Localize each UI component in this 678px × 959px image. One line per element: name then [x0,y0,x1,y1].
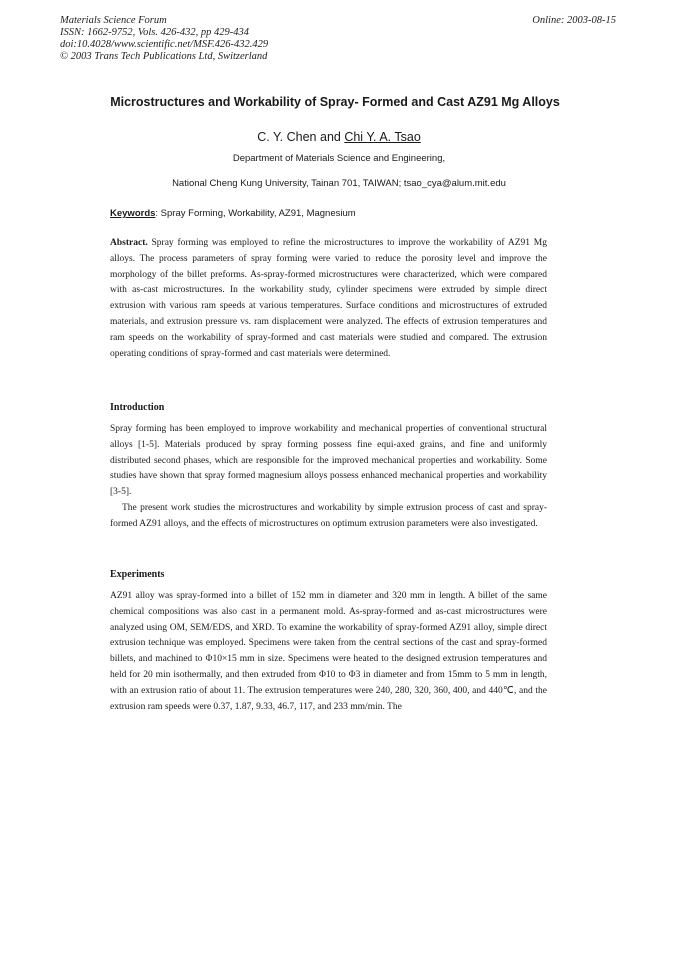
introduction-paragraph: Spray forming has been employed to improve workability and mechanical properties of conventional structural alloys [1-5]. Materials produced by spray forming possess fine equi-axed grains, and fine and uniformly distributed second phases, which are responsible for the improved mechanical properties and workability. Some studies have shown that spray formed magnesium alloys possess enhanced mechanical properties and workability [3-5]. [110,424,547,498]
abstract-label: Abstract. [110,238,148,248]
paper-title: Microstructures and Workability of Spray- Formed and Cast AZ91 Mg Alloys [110,95,560,109]
keywords-text: : Spray Forming, Workability, AZ91, Magnesium [155,208,356,219]
abstract-paragraph [110,236,547,362]
issn-line: ISSN: 1662-9752, Vols. 426-432, pp 429-434 [60,27,249,38]
keywords-line [110,208,356,219]
copyright-line: © 2003 Trans Tech Publications Ltd, Switzerland [60,51,268,62]
online-date: Online: 2003-08-15 [532,15,616,26]
author-name: C. Y. Chen [257,130,317,144]
introduction-paragraph: The present work studies the microstructures and workability by simple extrusion process of cast and spray-formed AZ91 alloys, and the effects of microstructures on optimum extrusion parameters were also investigated. [110,503,547,529]
corresponding-author-name: Chi Y. A. Tsao [344,130,421,144]
author-separator: and [316,130,345,144]
keywords-label: Keywords [110,208,156,219]
author-line [0,130,678,144]
affiliation-department: Department of Materials Science and Engineering, [232,153,446,164]
experiments-heading: Experiments [110,569,165,580]
experiments-paragraph: AZ91 alloy was spray-formed into a billet of 152 mm in diameter and 320 mm in length. A billet of the same chemical compositions was also cast in a permanent mold. As-spray-formed and as-cast microstructures were analyzed using OM, SEM/EDS, and XRD. To examine the workability of spray-formed AZ91 alloy, simple direct extrusion technique was employed. Specimens were taken from the central sections of the cast and spray-formed billets, and machined to Φ10×15 mm in size. Specimens were heated to the designed extrusion temperatures and held for 20 min isothermally, and then extruded from Φ10 to Φ3 in diameter and from 15mm to 5 mm in length, with an extrusion ratio of about 11. The extrusion temperatures were 240, 280, 320, 360, 400, and 440℃, and the extrusion ram speeds were 0.37, 1.87, 9.33, 46.7, 117, and 233 mm/min. The [110,591,547,712]
publication-header [60,15,268,63]
abstract-text: Spray forming was employed to refine the microstructures to improve the workability of AZ91 Mg alloys. The process parameters of spray forming were varied to reduce the porosity level and improve the morphology of the billet preforms. As-spray-formed microstructures were characterized, which were compared with as-cast microstructures. In the workability study, cylinder specimens were extruded by simple direct extrusion with various ram speeds at various temperatures. Surface conditions and microstructures of extruded materials, and extrusion pressure vs. ram displacement were analyzed. The effects of extrusion temperatures and ram speeds on the workability of spray-formed and cast materials were studied and compared. The extrusion operating conditions of spray-formed and cast materials were determined. [110,238,547,359]
affiliation-university: National Cheng Kung University, Tainan 701, TAIWAN; tsao_cya@alum.mit.edu [172,178,506,189]
introduction-heading: Introduction [110,402,165,413]
journal-name: Materials Science Forum [60,15,167,26]
doi-line[interactable]: doi:10.4028/www.scientific.net/MSF.426-432.429 [60,39,269,50]
